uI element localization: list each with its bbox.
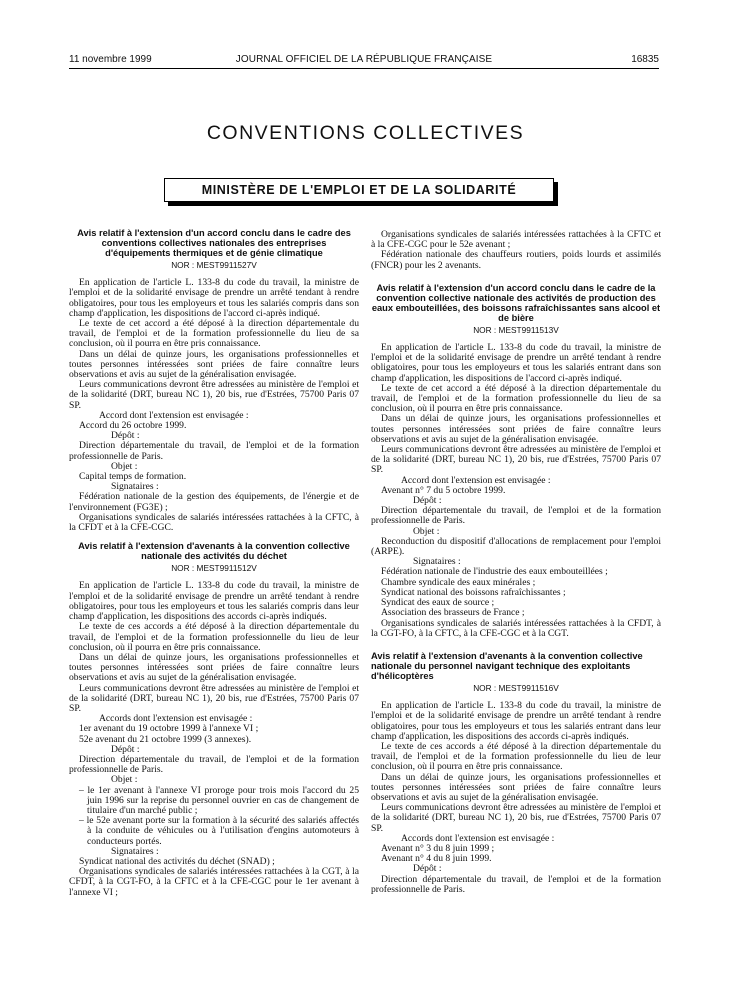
paragraph: Dans un délai de quinze jours, les organisations professionnelles et toutes personnes intéressées sont priées de faire connaître leurs observations et avis au sujet de la généralisation envisagée.	[371, 771, 661, 803]
paragraph: Direction départementale du travail, de l'emploi et de la formation professionnelle de Paris.	[371, 505, 661, 527]
paragraph: Leurs communications devront être adressées au ministère de l'emploi et de la solidarité (DRT, bureau NC 1), 20 bis, rue d'Estrées, 75700 Paris 07 SP.	[69, 682, 359, 714]
paragraph: Syndicat national des boissons rafraîchissantes ;	[381, 586, 566, 598]
issue-date: 11 novembre 1999	[69, 54, 152, 65]
paragraph: Organisations syndicales de salariés intéressées rattachées à la CGT, à la CFDT, à la CGT-FO, à la CFTC et à la CFE-CGC pour le 1er avenant à l'annexe VI ;	[69, 866, 359, 898]
section-title: CONVENTIONS COLLECTIVES	[206, 122, 525, 144]
paragraph: 1er avenant du 19 octobre 1999 à l'annexe VI ;	[79, 723, 259, 735]
label: Objet :	[111, 774, 138, 786]
paragraph: Reconduction du dispositif d'allocations de remplacement pour l'emploi (ARPE).	[371, 535, 661, 558]
paragraph: Organisations syndicales de salariés intéressées rattachées à la CFDT, à la CGT-FO, à la CFTC, à la CFE-CGC et à la CGT.	[371, 617, 661, 639]
paragraph: Fédération nationale des chauffeurs routiers, poids lourds et assimilés (FNCR) pour les 2 avenants.	[371, 249, 661, 271]
paragraph: Accord du 26 octobre 1999.	[79, 420, 187, 432]
journal-title: JOURNAL OFFICIEL DE LA RÉPUBLIQUE FRANÇAISE	[235, 54, 493, 65]
notice-title: Avis relatif à l'extension d'un accord conclu dans le cadre de la convention collective nationale des activités de production des eaux embouteillées, des boissons rafraîchissantes sans alcool et de bière	[371, 282, 661, 323]
paragraph: Syndicat national des activités du déchet (SNAD) ;	[79, 855, 275, 867]
nor-reference: NOR : MEST9911512V	[171, 563, 257, 574]
label: Dépôt :	[111, 743, 140, 755]
ministry-box: MINISTÈRE DE L'EMPLOI ET DE LA SOLIDARITÉ	[164, 178, 554, 202]
running-header	[69, 54, 659, 68]
paragraph: Dans un délai de quinze jours, les organisations professionnelles et toutes personnes intéressées sont priées de faire connaître leurs observations et avis au sujet de la généralisation envisagée.	[371, 413, 661, 445]
paragraph: Le texte de cet accord a été déposé à la direction départementale du travail, de l'emploi et de la formation professionnelle du lieu de sa conclusion, où il pourra en être pris connaissance.	[69, 318, 359, 350]
paragraph: Fédération nationale de l'industrie des eaux embouteillées ;	[381, 566, 608, 578]
label: Dépôt :	[111, 430, 140, 442]
header-rule	[69, 68, 659, 69]
label: Accord dont l'extension est envisagée :	[99, 409, 249, 421]
paragraph: Leurs communications devront être adressées au ministère de l'emploi et de la solidarité (DRT, bureau NC 1), 20 bis, rue d'Estrées, 75700 Paris 07 SP.	[69, 379, 359, 411]
paragraph: Direction départementale du travail, de l'emploi et de la formation professionnelle de Paris.	[69, 753, 359, 776]
paragraph: Le texte de cet accord a été déposé à la direction départementale du travail, de l'emploi et de la formation professionnelle du lieu de sa conclusion, où il pourra en être pris connaissance.	[371, 382, 661, 415]
list-item: – le 1er avenant à l'annexe VI proroge pour trois mois l'accord du 25 juin 1996 sur la reprise du personnel ouvrier en cas de changement de titulaire d'un marché public ;	[79, 784, 359, 816]
paragraph: Avenant n° 4 du 8 juin 1999.	[381, 853, 492, 865]
paragraph: En application de l'article L. 133-8 du code du travail, la ministre de l'emploi et de la solidarité envisage de prendre un arrêté tendant à rendre obligatoires, pour tous les employeurs et tous les salariés entrant dans leur champ d'application, les dispositions des accords ci-après indiqués.	[371, 700, 661, 742]
page-number: 16835	[631, 54, 659, 65]
paragraph: Le texte de ces accords a été déposé à la direction départementale du travail, de l'emploi et de la formation professionnelle du lieu de leur conclusion, où il pourra en être pris connaissance.	[69, 621, 359, 653]
paragraph: 52e avenant du 21 octobre 1999 (3 annexes).	[79, 733, 252, 745]
nor-reference: NOR : MEST9911516V	[473, 682, 559, 693]
paragraph: En application de l'article L. 133-8 du code du travail, la ministre de l'emploi et de la solidarité envisage de prendre un arrêté tendant à rendre obligatoires, pour tous les employeurs et tous les salariés entrant dans son champ d'application, les dispositions de l'accord ci-après indiqué.	[371, 342, 661, 384]
column-right	[371, 230, 661, 895]
paragraph: Direction départementale du travail, de l'emploi et de la formation professionnelle de Paris.	[371, 873, 661, 895]
paragraph: Avenant n° 7 du 5 octobre 1999.	[381, 484, 506, 496]
paragraph: Syndicat des eaux de source ;	[381, 597, 495, 609]
label: Accord dont l'extension est envisagée :	[401, 474, 551, 486]
nor-reference: NOR : MEST9911513V	[473, 324, 559, 335]
paragraph: En application de l'article L. 133-8 du code du travail, la ministre de l'emploi et de la solidarité envisage de prendre un arrêté tendant à rendre obligatoires, pour tous les employeurs et tous les salariés compris dans leur champ d'application, les dispositions des accords ci-après indiqués.	[69, 580, 359, 623]
label: Objet :	[413, 525, 440, 537]
label: Objet :	[111, 460, 138, 472]
notice-title: Avis relatif à l'extension d'avenants à la convention collective nationale des activités du déchet	[78, 541, 350, 562]
list-item: – le 52e avenant porte sur la formation à la sécurité des salariés affectés à la conduite de véhicules ou à l'utilisation d'engins automoteurs à conducteurs portés.	[79, 815, 359, 847]
label: Dépôt :	[413, 863, 442, 875]
paragraph: Organisations syndicales de salariés intéressées rattachées à la CFTC et à la CFE-CGC pour le 52e avenant ;	[371, 229, 661, 251]
paragraph: Dans un délai de quinze jours, les organisations professionnelles et toutes personnes intéressées sont priées de faire connaître leurs observations et avis au sujet de la généralisation envisagée.	[69, 348, 359, 381]
paragraph: Leurs communications devront être adressées au ministère de l'emploi et de la solidarité (DRT, bureau NC 1), 20 bis, rue d'Estrées, 75700 Paris 07 SP.	[371, 444, 661, 476]
paragraph: Le texte de ces accords a été déposé à la direction départementale du travail, de l'emploi et de la formation professionnelle du lieu de leur conclusion, où il pourra en être pris connaissance.	[371, 740, 661, 773]
label: Accords dont l'extension est envisagée :	[99, 713, 253, 725]
column-left	[69, 228, 359, 898]
paragraph: Chambre syndicale des eaux minérales ;	[381, 576, 536, 588]
label: Signataires :	[111, 845, 159, 857]
paragraph: En application de l'article L. 133-8 du code du travail, la ministre de l'emploi et de la solidarité envisage de prendre un arrêté tendant à rendre obligatoires, pour tous les employeurs et tous les salariés compris dans son champ d'application, les dispositions de l'accord ci-après indiqué.	[69, 277, 359, 319]
nor-reference: NOR : MEST9911527V	[171, 260, 257, 270]
notice-title: Avis relatif à l'extension d'un accord conclu dans le cadre des conventions collectives nationales des entreprises d'équipements thermiques et de génie climatique	[77, 228, 351, 258]
paragraph: Leurs communications devront être adressées au ministère de l'emploi et de la solidarité (DRT, bureau NC 1), 20 bis, rue d'Estrées, 75700 Paris 07 SP.	[371, 802, 661, 834]
notice-title: Avis relatif à l'extension d'avenants à la convention collective nationale du personnel navigant technique des exploitants d'hélicoptères	[371, 650, 643, 681]
paragraph: Fédération nationale de la gestion des équipements, de l'énergie et de l'environnement (FG3E) ;	[69, 491, 359, 513]
label: Accords dont l'extension est envisagée :	[401, 832, 555, 844]
label: Dépôt :	[413, 495, 442, 507]
label: Signataires :	[111, 481, 159, 493]
paragraph: Association des brasseurs de France ;	[381, 607, 525, 619]
paragraph: Dans un délai de quinze jours, les organisations professionnelles et toutes personnes intéressées sont priées de faire connaître leurs observations et avis au sujet de la généralisation envisagée.	[69, 651, 359, 684]
paragraph: Organisations syndicales de salariés intéressées rattachées à la CFTC, à la CFDT et à la CFE-CGC.	[69, 511, 359, 534]
paragraph: Direction départementale du travail, de l'emploi et de la formation professionnelle de Paris.	[69, 440, 359, 462]
paragraph: Avenant n° 3 du 8 juin 1999 ;	[381, 842, 495, 854]
label: Signataires :	[413, 556, 461, 568]
paragraph: Capital temps de formation.	[79, 471, 187, 483]
